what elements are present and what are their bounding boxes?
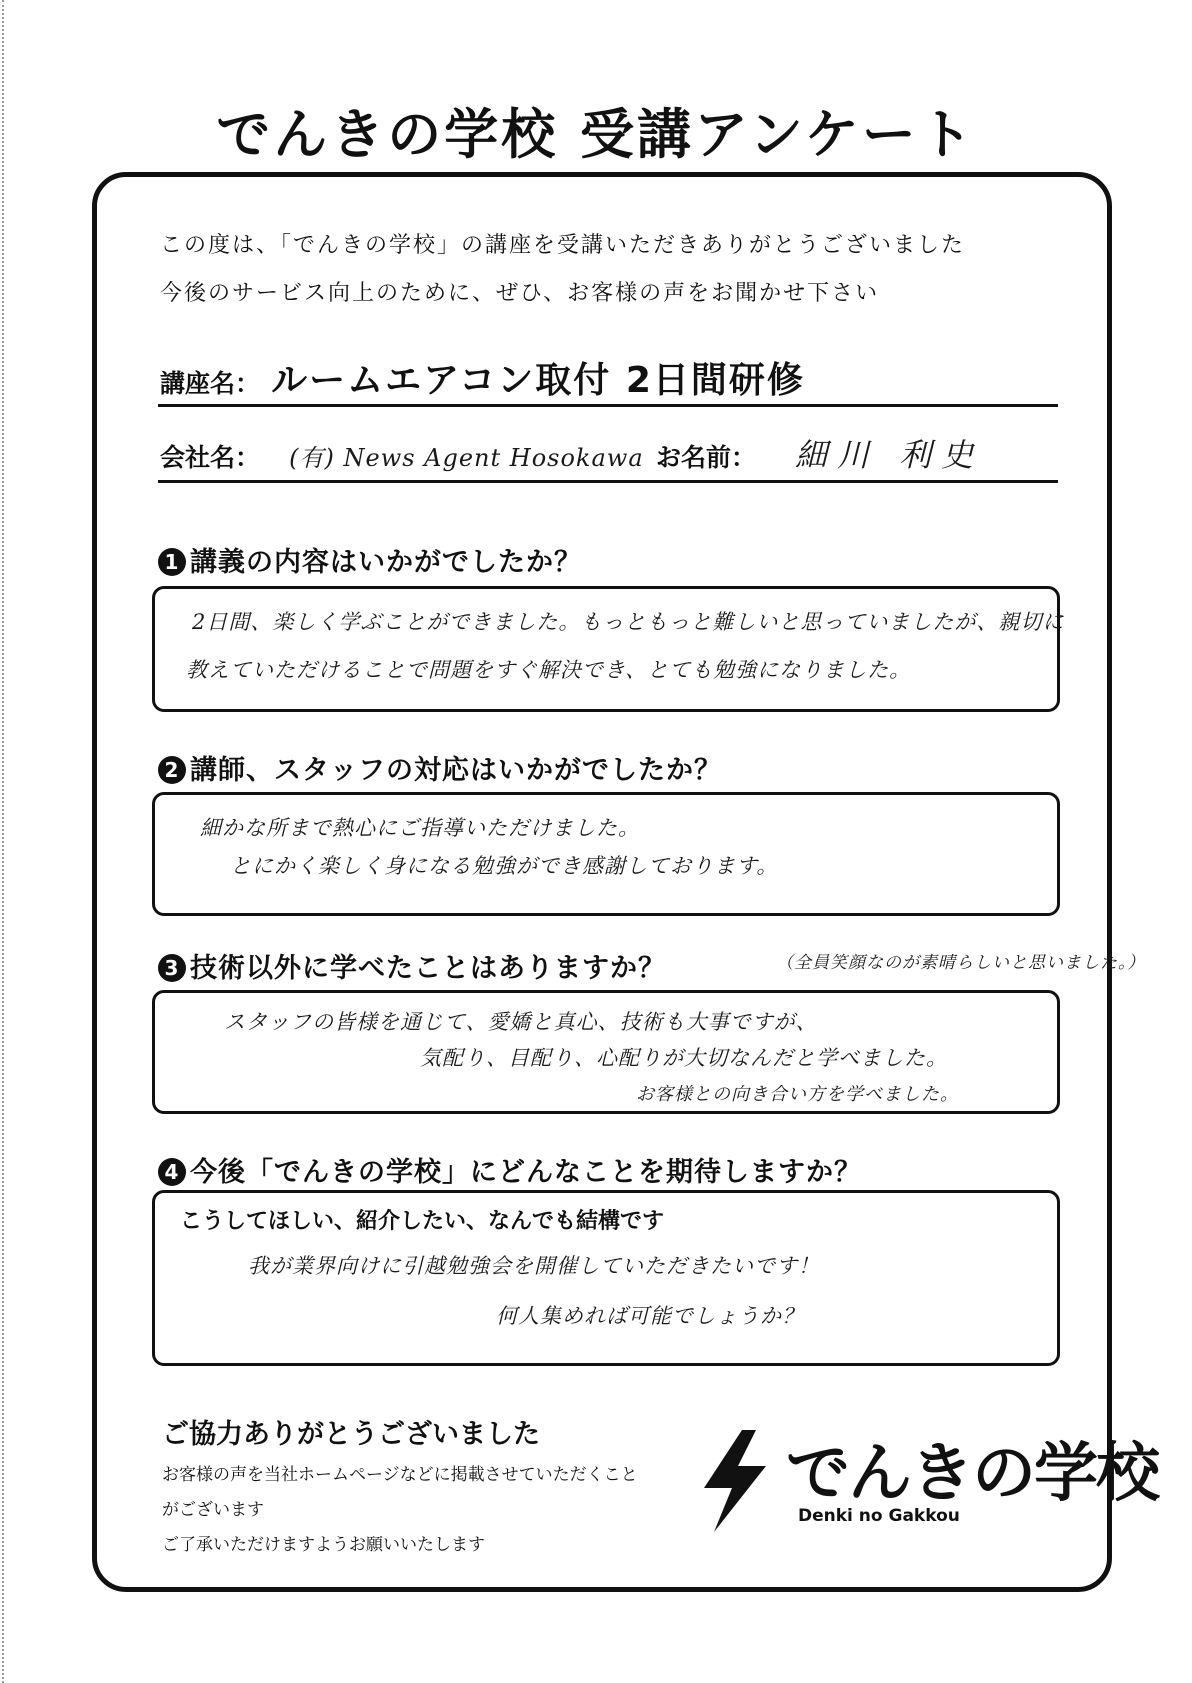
question-4-text: 今後「でんきの学校」にどんなことを期待しますか？ (190, 1157, 862, 1188)
intro-text (160, 222, 965, 318)
question-3-note: （全員笑顔なのが素晴らしいと思いました。） (776, 953, 1146, 973)
question-2-number: 2 (158, 756, 186, 784)
question-1-text: 講義の内容はいかがでしたか？ (190, 547, 582, 578)
publication-note (162, 1458, 638, 1563)
scan-edge (2, 0, 4, 1683)
company-value: (有) News Agent Hosokawa (289, 444, 644, 472)
publication-note-line-2: がございます (162, 1500, 264, 1520)
question-4-subtitle: こうしてほしい、紹介したい、なんでも結構です (180, 1209, 665, 1234)
course-underline (158, 404, 1058, 407)
question-4-answer-line-1: 我が業界向けに引越勉強会を開催していただきたいです！ (248, 1254, 820, 1278)
question-1-title (158, 540, 582, 579)
company-label: 会社名： (160, 443, 261, 472)
question-3-answer-line-3: お客様との向き合い方を学べました。 (636, 1084, 959, 1105)
question-3-title (158, 946, 666, 985)
question-1-answer-line-1: 2日間、楽しく学ぶことができました。もっともっと難しいと思っていましたが、親切に (192, 610, 1065, 634)
company-row (160, 438, 644, 474)
logo-wordmark: でんきの学校 (786, 1437, 1158, 1511)
intro-line-2: 今後のサービス向上のために、ぜひ、お客様の声をお聞かせ下さい (160, 281, 880, 306)
company-underline (158, 480, 1058, 483)
course-label: 講座名： (160, 369, 261, 398)
question-3-answer-line-1: スタッフの皆様を通じて、愛嬌と真心、技術も大事ですが、 (224, 1010, 818, 1034)
publication-note-line-3: ご了承いただけますようお願いいたします (162, 1535, 485, 1555)
thanks-heading: ご協力ありがとうございました (162, 1419, 540, 1450)
question-1-answer-line-2: 教えていただけることで問題をすぐ解決でき、とても勉強になりました。 (186, 658, 912, 682)
name-value: 細川 利史 (795, 436, 984, 474)
lightning-bolt-icon (694, 1426, 774, 1536)
logo-romaji: Denki no Gakkou (798, 1506, 960, 1526)
page-title: でんきの学校 受講アンケート (216, 103, 976, 166)
intro-line-1: この度は、「でんきの学校」の講座を受講いただきありがとうございました (160, 233, 966, 258)
question-4-title (158, 1150, 862, 1189)
school-logo (694, 1420, 1158, 1540)
question-1-answer-box (152, 586, 1060, 712)
question-2-text: 講師、スタッフの対応はいかがでしたか？ (190, 755, 722, 786)
course-value: ルームエアコン取付 2日間研修 (271, 360, 805, 401)
question-2-answer-line-1: 細かな所まで熱心にご指導いただけました。 (200, 816, 640, 840)
question-2-title (158, 748, 722, 787)
name-label: お名前： (656, 443, 757, 472)
question-3-answer-line-2: 気配り、目配り、心配りが大切なんだと学べました。 (420, 1046, 948, 1070)
question-3-number: 3 (158, 954, 186, 982)
course-row (160, 352, 805, 403)
question-4-answer-line-2: 何人集めれば可能でしょうか？ (496, 1304, 804, 1328)
publication-note-line-1: お客様の声を当社ホームページなどに掲載させていただくこと (162, 1465, 638, 1485)
question-2-answer-line-2: とにかく楽しく身になる勉強ができ感謝しております。 (230, 854, 779, 878)
question-3-text: 技術以外に学べたことはありますか？ (190, 953, 666, 984)
question-1-number: 1 (158, 548, 186, 576)
question-4-number: 4 (158, 1158, 186, 1186)
